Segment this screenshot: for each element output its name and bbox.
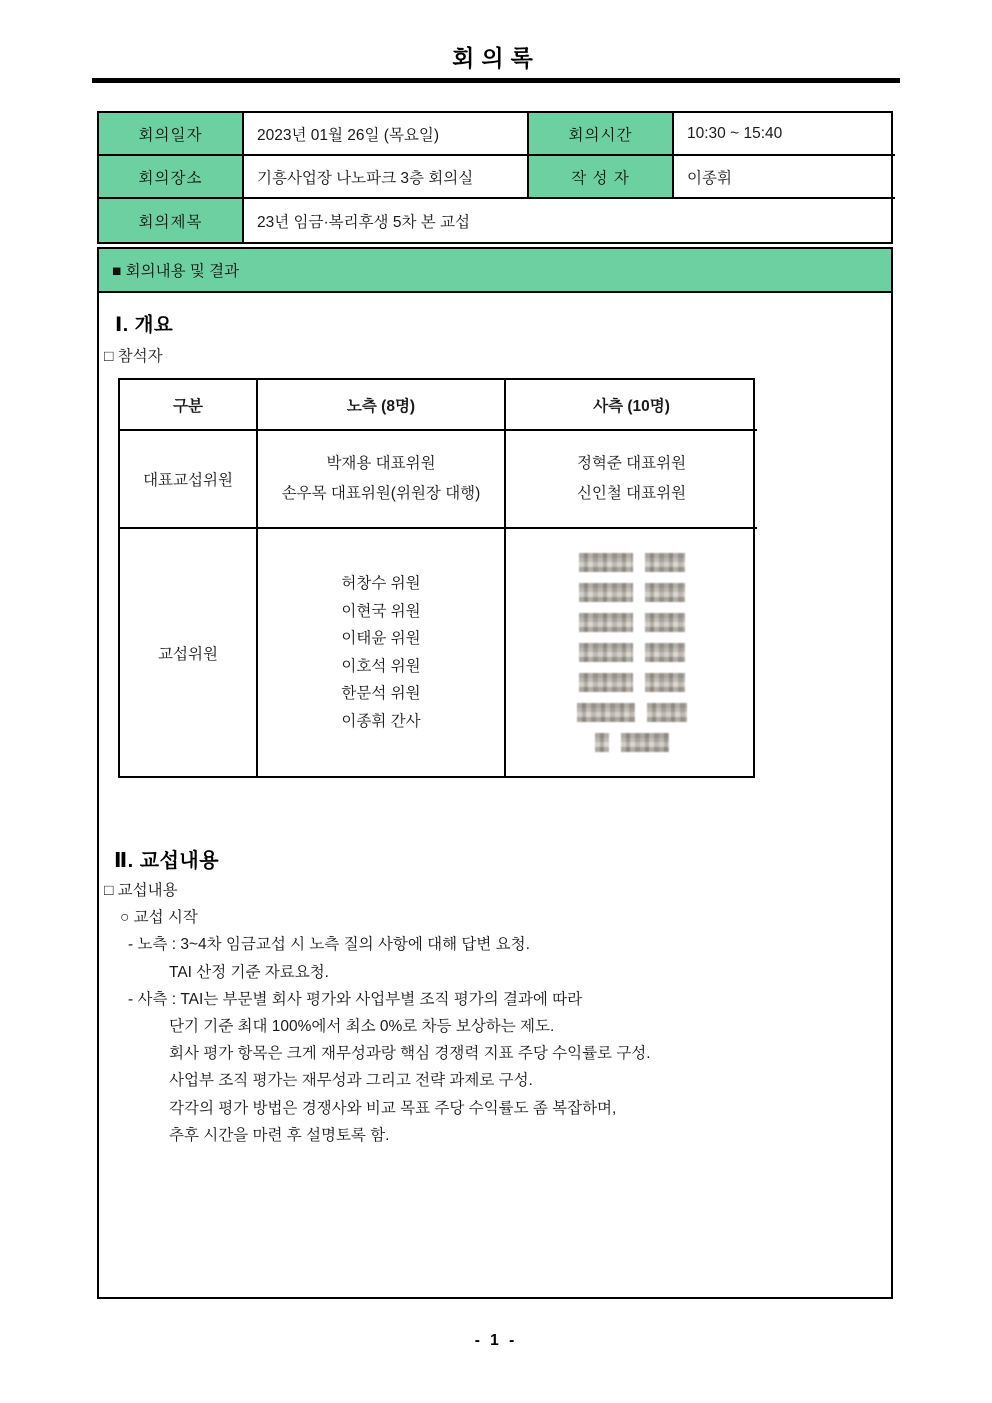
info-label-meeting-title: 회의제목 <box>99 199 244 242</box>
attendee-name: 이종휘 간사 <box>341 712 421 730</box>
attendee-name: 허창수 위원 <box>341 575 421 592</box>
page-title: 회의록 <box>452 45 540 71</box>
attendee-name: 이호석 위원 <box>341 657 421 675</box>
attendees-union-negotiators <box>258 529 506 776</box>
redacted-name-line <box>579 613 685 632</box>
page-number: - 1 - <box>474 1332 518 1349</box>
info-value-meeting-time: 10:30 ~ 15:40 <box>674 113 895 156</box>
attendee-name: 한문석 위원 <box>341 685 421 702</box>
attendee-name: 박재용 대표위원 <box>326 455 436 472</box>
redacted-name-block <box>579 583 633 602</box>
body-line: 단기 기준 최대 100%에서 최소 0%로 차등 보상하는 제도. <box>169 1017 555 1035</box>
redacted-name-line <box>595 733 669 752</box>
body-line: 회사 평가 항목은 크게 재무성과랑 핵심 경쟁력 지표 주당 수익률로 구성. <box>169 1045 651 1063</box>
info-value-meeting-place: 기흥사업장 나노파크 3층 회의실 <box>244 156 529 199</box>
attendees-category-chief-negotiators: 대표교섭위원 <box>120 431 258 529</box>
redacted-name-block <box>645 583 685 602</box>
body-line: - 노측 : 3~4차 임금교섭 시 노측 질의 사항에 대해 답변 요청. <box>128 936 530 954</box>
body-line: - 사측 : TAI는 부문별 회사 평가와 사업부별 조직 평가의 결과에 따라 <box>128 990 583 1008</box>
redacted-name-block <box>579 553 633 572</box>
info-label-author: 작 성 자 <box>529 156 674 199</box>
attendees-label: □ 참석자 <box>104 348 163 365</box>
redacted-name-block <box>621 733 669 752</box>
info-label-meeting-time: 회의시간 <box>529 113 674 156</box>
info-value-meeting-date: 2023년 01월 26일 (목요일) <box>244 113 529 156</box>
attendees-table <box>118 378 755 778</box>
redacted-name-block <box>645 643 685 662</box>
attendee-name: 신인철 대표위원 <box>576 485 687 502</box>
attendees-category-negotiators: 교섭위원 <box>120 529 258 776</box>
redacted-name-line <box>579 583 685 602</box>
redacted-name-line <box>579 673 685 692</box>
attendee-name: 손우목 대표위원(위원장 대행) <box>281 485 481 502</box>
attendees-company-negotiators-redacted <box>506 529 757 776</box>
body-line: TAI 산정 기준 자료요청. <box>169 963 329 981</box>
info-value-meeting-title: 23년 임금·복리후생 5차 본 교섭 <box>257 213 470 231</box>
info-value-author: 이종휘 <box>674 156 895 199</box>
body-line: 추후 시간을 마련 후 설명토록 함. <box>169 1126 390 1144</box>
redacted-name-block <box>645 553 685 572</box>
attendees-header-union-side: 노측 (8명) <box>258 380 506 431</box>
attendee-name: 이태윤 위원 <box>341 630 421 647</box>
title-divider <box>92 78 900 83</box>
attendees-union-chief-negotiators <box>258 431 506 529</box>
section-banner-meeting-content: ■ 회의내용 및 결과 <box>97 247 893 293</box>
body-line: □ 교섭내용 <box>104 882 178 899</box>
redacted-name-block <box>645 673 685 692</box>
redacted-name-block <box>647 703 687 722</box>
meeting-info-table <box>97 111 893 244</box>
redacted-name-block <box>579 673 633 692</box>
section2-heading: Ⅱ. 교섭내용 <box>114 850 220 872</box>
redacted-name-block <box>645 613 685 632</box>
body-line: 각각의 평가 방법은 경쟁사와 비교 목표 주당 수익률도 좀 복잡하며, <box>169 1099 617 1117</box>
attendee-name: 정혁준 대표위원 <box>576 455 687 472</box>
redacted-name-line <box>577 703 687 722</box>
info-label-meeting-place: 회의장소 <box>99 156 244 199</box>
body-line: ○ 교섭 시작 <box>120 909 198 927</box>
section1-heading: Ⅰ. 개요 <box>115 314 174 336</box>
attendees-header-company-side: 사측 (10명) <box>506 380 757 431</box>
redacted-name-block <box>579 613 633 632</box>
attendees-header-category: 구분 <box>120 380 258 431</box>
attendee-name: 이현국 위원 <box>341 602 421 620</box>
redacted-name-line <box>579 643 685 662</box>
redacted-name-block <box>579 643 633 662</box>
body-line: 사업부 조직 평가는 재무성과 그리고 전략 과제로 구성. <box>169 1072 533 1090</box>
attendees-company-chief-negotiators <box>506 431 757 529</box>
content-box <box>97 293 893 1299</box>
redacted-name-block <box>577 703 635 722</box>
info-label-meeting-date: 회의일자 <box>99 113 244 156</box>
redacted-name-block <box>595 733 609 752</box>
redacted-name-line <box>579 553 685 572</box>
negotiation-content-lines <box>99 878 889 1150</box>
